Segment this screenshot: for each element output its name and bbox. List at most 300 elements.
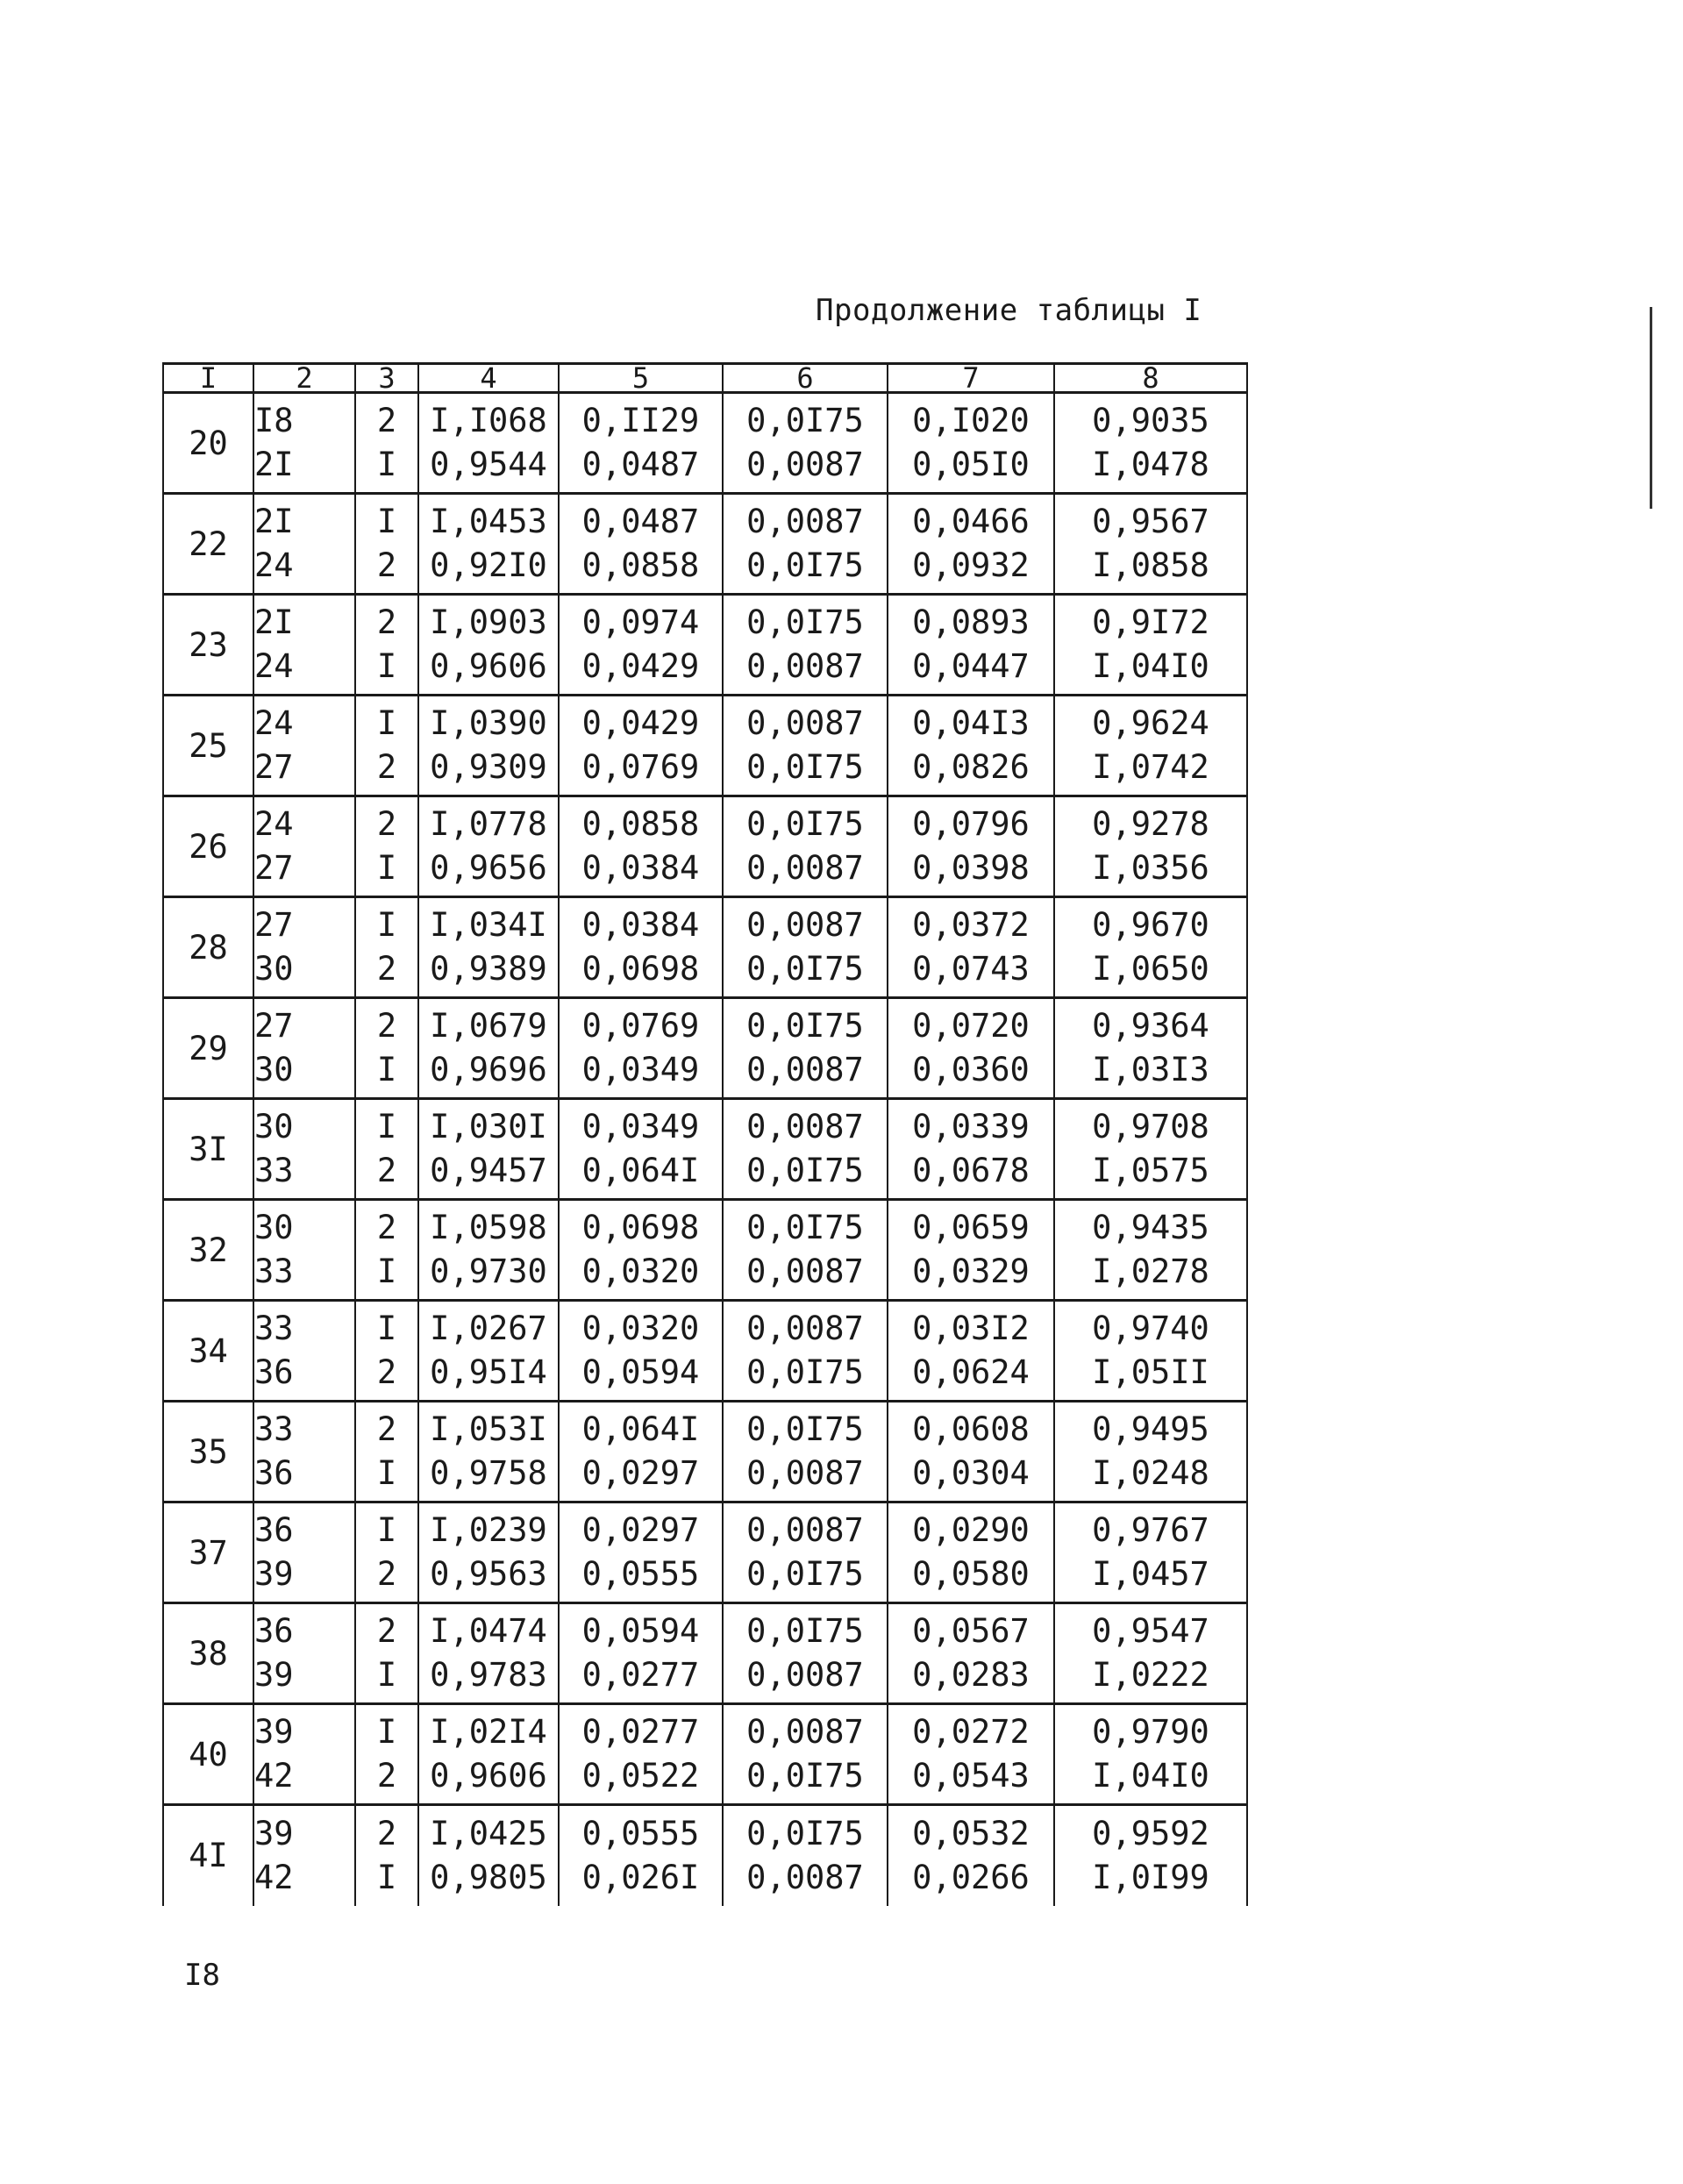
column-header-4: 4 — [418, 364, 559, 393]
cell-col-8 — [1054, 796, 1247, 897]
cell-value: 24 — [254, 647, 294, 685]
cell-value: I — [376, 1253, 397, 1290]
cell-col-7 — [888, 595, 1054, 696]
cell-col-2 — [253, 1805, 355, 1906]
cell-col-4 — [418, 595, 559, 696]
cell-value: 0,9309 — [430, 748, 547, 786]
cell-col-6 — [723, 796, 888, 897]
cell-value: I — [376, 446, 397, 483]
cell-col-6 — [723, 897, 888, 998]
cell-col-5 — [559, 1301, 723, 1402]
row-number: 29 — [163, 998, 253, 1099]
table-row — [163, 1502, 1247, 1603]
cell-value: 0,064I — [581, 1152, 700, 1189]
cell-value: 39 — [254, 1814, 294, 1852]
cell-value: 0,9606 — [430, 1757, 547, 1795]
cell-value: 0,0769 — [581, 1007, 700, 1045]
cell-value: 42 — [254, 1757, 294, 1795]
cell-value: 0,0543 — [912, 1757, 1030, 1795]
cell-col-5 — [559, 393, 723, 494]
cell-value: 0,9547 — [1092, 1612, 1209, 1650]
cell-value: 0,0678 — [912, 1152, 1030, 1189]
cell-col-7 — [888, 1502, 1054, 1603]
cell-value: 0,0532 — [912, 1814, 1030, 1852]
cell-col-4 — [418, 1502, 559, 1603]
cell-value: 0,0283 — [912, 1656, 1030, 1694]
cell-value: 0,II29 — [581, 402, 700, 439]
table-row — [163, 1301, 1247, 1402]
cell-col-2 — [253, 1704, 355, 1805]
cell-col-6 — [723, 393, 888, 494]
cell-value: 39 — [254, 1656, 294, 1694]
cell-col-2 — [253, 1502, 355, 1603]
cell-value: 42 — [254, 1858, 294, 1896]
cell-col-8 — [1054, 998, 1247, 1099]
cell-col-4 — [418, 1805, 559, 1906]
cell-value: 0,9730 — [430, 1253, 547, 1290]
cell-col-3 — [355, 1704, 418, 1805]
cell-value: 0,0277 — [581, 1656, 700, 1694]
cell-col-5 — [559, 897, 723, 998]
cell-col-5 — [559, 494, 723, 595]
cell-col-5 — [559, 595, 723, 696]
cell-col-7 — [888, 393, 1054, 494]
cell-value: 0,04I3 — [912, 704, 1030, 742]
cell-col-5 — [559, 1200, 723, 1301]
cell-value: 33 — [254, 1410, 294, 1448]
cell-value: 33 — [254, 1310, 294, 1347]
cell-value: 0,0329 — [912, 1253, 1030, 1290]
cell-value: 0,0698 — [581, 1209, 700, 1246]
cell-col-2 — [253, 897, 355, 998]
cell-col-6 — [723, 998, 888, 1099]
cell-col-5 — [559, 998, 723, 1099]
cell-value: 0,0087 — [746, 446, 864, 483]
cell-value: 33 — [254, 1152, 294, 1189]
cell-value: I,I068 — [430, 402, 547, 439]
row-number: 3I — [163, 1099, 253, 1200]
cell-value: 0,0290 — [912, 1511, 1030, 1549]
cell-col-4 — [418, 494, 559, 595]
page-number: I8 — [184, 1958, 220, 1993]
cell-value: 0,9783 — [430, 1656, 547, 1694]
table-row — [163, 1402, 1247, 1502]
cell-value: I,0239 — [430, 1511, 547, 1549]
cell-value: 0,9740 — [1092, 1310, 1209, 1347]
cell-value: 0,0I75 — [746, 603, 864, 641]
cell-col-3 — [355, 393, 418, 494]
cell-value: I,0478 — [1092, 446, 1209, 483]
cell-col-2 — [253, 1099, 355, 1200]
cell-value: 0,0447 — [912, 647, 1030, 685]
cell-value: I — [376, 1858, 397, 1896]
cell-value: I,0575 — [1092, 1152, 1209, 1189]
cell-value: 0,026I — [581, 1858, 700, 1896]
column-header-6: 6 — [723, 364, 888, 393]
cell-value: 2 — [376, 1612, 397, 1650]
cell-col-4 — [418, 1301, 559, 1402]
cell-value: 0,9670 — [1092, 906, 1209, 944]
cell-col-3 — [355, 1099, 418, 1200]
cell-col-6 — [723, 1200, 888, 1301]
cell-col-8 — [1054, 1805, 1247, 1906]
cell-col-8 — [1054, 494, 1247, 595]
cell-value: I — [376, 1454, 397, 1492]
cell-col-5 — [559, 1603, 723, 1704]
cell-col-6 — [723, 595, 888, 696]
cell-value: 0,0372 — [912, 906, 1030, 944]
cell-value: 30 — [254, 1209, 294, 1246]
cell-value: I,0598 — [430, 1209, 547, 1246]
cell-col-6 — [723, 1704, 888, 1805]
cell-value: I — [376, 1051, 397, 1088]
cell-col-7 — [888, 1704, 1054, 1805]
cell-value: I,04I0 — [1092, 1757, 1209, 1795]
cell-col-3 — [355, 1402, 418, 1502]
cell-value: 0,0487 — [581, 446, 700, 483]
cell-col-3 — [355, 1301, 418, 1402]
cell-col-4 — [418, 796, 559, 897]
column-header-3: 3 — [355, 364, 418, 393]
cell-value: 0,0339 — [912, 1108, 1030, 1146]
cell-value: 0,0I75 — [746, 1353, 864, 1391]
cell-value: I,034I — [430, 906, 547, 944]
cell-value: 0,9656 — [430, 849, 547, 887]
cell-value: 2 — [376, 603, 397, 641]
cell-col-4 — [418, 393, 559, 494]
cell-value: 2 — [376, 1757, 397, 1795]
cell-col-5 — [559, 1704, 723, 1805]
cell-col-2 — [253, 796, 355, 897]
row-number: 26 — [163, 796, 253, 897]
cell-value: I,0356 — [1092, 849, 1209, 887]
cell-value: 0,0522 — [581, 1757, 700, 1795]
cell-col-4 — [418, 897, 559, 998]
column-header-8: 8 — [1054, 364, 1247, 393]
row-number: 28 — [163, 897, 253, 998]
cell-value: 0,0893 — [912, 603, 1030, 641]
cell-col-5 — [559, 1502, 723, 1603]
cell-value: 0,0266 — [912, 1858, 1030, 1896]
cell-value: 0,0720 — [912, 1007, 1030, 1045]
cell-value: 0,0743 — [912, 950, 1030, 988]
cell-col-4 — [418, 696, 559, 796]
cell-value: 0,9035 — [1092, 402, 1209, 439]
table-row — [163, 998, 1247, 1099]
cell-value: 0,0087 — [746, 1454, 864, 1492]
cell-col-8 — [1054, 1402, 1247, 1502]
cell-col-8 — [1054, 696, 1247, 796]
cell-value: 0,0I75 — [746, 402, 864, 439]
cell-value: 27 — [254, 849, 294, 887]
cell-value: 0,9364 — [1092, 1007, 1209, 1045]
cell-value: 0,0384 — [581, 906, 700, 944]
cell-col-5 — [559, 1805, 723, 1906]
cell-col-8 — [1054, 595, 1247, 696]
cell-value: 0,0I75 — [746, 748, 864, 786]
cell-value: 0,0I75 — [746, 1152, 864, 1189]
cell-value: 0,0487 — [581, 503, 700, 540]
scan-edge-line — [1650, 307, 1652, 509]
cell-value: 2 — [376, 1814, 397, 1852]
cell-value: I,0457 — [1092, 1555, 1209, 1593]
cell-value: 0,0858 — [581, 546, 700, 584]
table-row — [163, 494, 1247, 595]
cell-col-2 — [253, 1603, 355, 1704]
cell-value: 0,0429 — [581, 647, 700, 685]
cell-value: 0,0087 — [746, 647, 864, 685]
cell-value: 0,0277 — [581, 1713, 700, 1751]
cell-col-7 — [888, 696, 1054, 796]
cell-value: 2 — [376, 1555, 397, 1593]
cell-col-5 — [559, 696, 723, 796]
cell-col-2 — [253, 998, 355, 1099]
cell-value: I — [376, 849, 397, 887]
cell-col-4 — [418, 1200, 559, 1301]
cell-value: 30 — [254, 1051, 294, 1088]
cell-value: I,030I — [430, 1108, 547, 1146]
cell-value: 0,9790 — [1092, 1713, 1209, 1751]
row-number: 40 — [163, 1704, 253, 1805]
cell-value: 0,0698 — [581, 950, 700, 988]
row-number: 32 — [163, 1200, 253, 1301]
table-body — [163, 393, 1247, 1906]
cell-value: 0,9457 — [430, 1152, 547, 1189]
cell-value: 0,9606 — [430, 647, 547, 685]
cell-col-5 — [559, 796, 723, 897]
cell-value: 0,0087 — [746, 1858, 864, 1896]
table-row — [163, 1099, 1247, 1200]
cell-value: 0,9767 — [1092, 1511, 1209, 1549]
cell-value: 0,0087 — [746, 1108, 864, 1146]
cell-value: 0,0I75 — [746, 950, 864, 988]
cell-col-7 — [888, 1301, 1054, 1402]
cell-col-2 — [253, 393, 355, 494]
cell-col-3 — [355, 595, 418, 696]
cell-value: 0,064I — [581, 1410, 700, 1448]
cell-col-6 — [723, 1301, 888, 1402]
table-row — [163, 393, 1247, 494]
column-header-1: I — [163, 364, 253, 393]
cell-value: 36 — [254, 1353, 294, 1391]
cell-col-7 — [888, 1805, 1054, 1906]
cell-value: 0,0769 — [581, 748, 700, 786]
cell-value: I — [376, 647, 397, 685]
cell-col-8 — [1054, 1603, 1247, 1704]
cell-value: 0,9278 — [1092, 805, 1209, 843]
cell-value: I,0903 — [430, 603, 547, 641]
cell-col-4 — [418, 1099, 559, 1200]
cell-value: I — [376, 1310, 397, 1347]
cell-value: 0,9758 — [430, 1454, 547, 1492]
cell-value: 0,0384 — [581, 849, 700, 887]
column-header-7: 7 — [888, 364, 1054, 393]
cell-value: 0,0858 — [581, 805, 700, 843]
row-number: 37 — [163, 1502, 253, 1603]
cell-value: 2 — [376, 1353, 397, 1391]
cell-col-4 — [418, 1603, 559, 1704]
cell-value: I,0453 — [430, 503, 547, 540]
cell-col-3 — [355, 494, 418, 595]
table-caption: Продолжение таблицы I — [816, 293, 1202, 328]
cell-value: 0,9I72 — [1092, 603, 1209, 641]
cell-value: I — [376, 1511, 397, 1549]
cell-col-7 — [888, 998, 1054, 1099]
cell-value: 0,0555 — [581, 1814, 700, 1852]
cell-value: 0,0624 — [912, 1353, 1030, 1391]
cell-value: I,0474 — [430, 1612, 547, 1650]
cell-value: I,0390 — [430, 704, 547, 742]
cell-value: 0,0555 — [581, 1555, 700, 1593]
cell-value: 24 — [254, 805, 294, 843]
cell-value: 0,05I0 — [912, 446, 1030, 483]
cell-value: 0,0087 — [746, 906, 864, 944]
cell-value: 0,0087 — [746, 1310, 864, 1347]
cell-col-6 — [723, 1805, 888, 1906]
cell-col-6 — [723, 1099, 888, 1200]
cell-col-5 — [559, 1402, 723, 1502]
cell-value: 0,0466 — [912, 503, 1030, 540]
cell-value: 2 — [376, 805, 397, 843]
table-row — [163, 897, 1247, 998]
cell-value: 2 — [376, 950, 397, 988]
cell-value: 0,0297 — [581, 1454, 700, 1492]
table-row — [163, 696, 1247, 796]
cell-value: I,0858 — [1092, 546, 1209, 584]
cell-value: 39 — [254, 1555, 294, 1593]
cell-col-8 — [1054, 1502, 1247, 1603]
cell-value: I,0I99 — [1092, 1858, 1209, 1896]
cell-value: 0,03I2 — [912, 1310, 1030, 1347]
cell-value: 2I — [254, 446, 294, 483]
cell-value: 0,0087 — [746, 503, 864, 540]
column-header-2: 2 — [253, 364, 355, 393]
row-number: 34 — [163, 1301, 253, 1402]
cell-value: I,0778 — [430, 805, 547, 843]
cell-col-5 — [559, 1099, 723, 1200]
cell-col-4 — [418, 1704, 559, 1805]
cell-value: 0,0932 — [912, 546, 1030, 584]
cell-value: I,053I — [430, 1410, 547, 1448]
cell-col-2 — [253, 1200, 355, 1301]
cell-col-2 — [253, 1301, 355, 1402]
cell-value: 33 — [254, 1253, 294, 1290]
cell-value: I — [376, 906, 397, 944]
cell-col-7 — [888, 1603, 1054, 1704]
cell-value: 0,9805 — [430, 1858, 547, 1896]
cell-value: I — [376, 503, 397, 540]
cell-value: 0,0320 — [581, 1310, 700, 1347]
cell-value: 0,0594 — [581, 1353, 700, 1391]
cell-col-3 — [355, 796, 418, 897]
cell-col-8 — [1054, 897, 1247, 998]
cell-col-6 — [723, 494, 888, 595]
cell-value: 0,0087 — [746, 1656, 864, 1694]
cell-value: 2I — [254, 603, 294, 641]
cell-value: 0,0608 — [912, 1410, 1030, 1448]
cell-col-6 — [723, 1402, 888, 1502]
cell-value: 0,9696 — [430, 1051, 547, 1088]
cell-value: 2 — [376, 1410, 397, 1448]
cell-value: 0,I020 — [912, 402, 1030, 439]
cell-value: 0,0567 — [912, 1612, 1030, 1650]
cell-value: I,0742 — [1092, 748, 1209, 786]
cell-col-8 — [1054, 393, 1247, 494]
cell-value: 0,0398 — [912, 849, 1030, 887]
cell-value: 0,0I75 — [746, 1555, 864, 1593]
cell-col-3 — [355, 1502, 418, 1603]
cell-value: I — [376, 1713, 397, 1751]
cell-value: 24 — [254, 546, 294, 584]
cell-value: 0,0796 — [912, 805, 1030, 843]
cell-value: 0,0272 — [912, 1713, 1030, 1751]
cell-value: 0,0349 — [581, 1051, 700, 1088]
cell-value: 0,0349 — [581, 1108, 700, 1146]
cell-value: 2 — [376, 748, 397, 786]
cell-col-7 — [888, 796, 1054, 897]
cell-col-3 — [355, 1603, 418, 1704]
row-number: 20 — [163, 393, 253, 494]
cell-value: 0,0I75 — [746, 1814, 864, 1852]
cell-value: 2 — [376, 546, 397, 584]
cell-col-8 — [1054, 1301, 1247, 1402]
cell-value: 2I — [254, 503, 294, 540]
cell-col-2 — [253, 595, 355, 696]
cell-col-4 — [418, 998, 559, 1099]
cell-col-8 — [1054, 1704, 1247, 1805]
cell-value: I,0650 — [1092, 950, 1209, 988]
cell-col-3 — [355, 696, 418, 796]
table-row — [163, 1805, 1247, 1906]
cell-value: 0,0659 — [912, 1209, 1030, 1246]
cell-value: 0,0429 — [581, 704, 700, 742]
cell-value: I — [376, 704, 397, 742]
cell-col-3 — [355, 1200, 418, 1301]
cell-value: 0,9563 — [430, 1555, 547, 1593]
cell-value: 0,0I75 — [746, 1209, 864, 1246]
cell-value: 0,92I0 — [430, 546, 547, 584]
cell-value: I,04I0 — [1092, 647, 1209, 685]
table-row — [163, 796, 1247, 897]
cell-col-7 — [888, 494, 1054, 595]
cell-col-2 — [253, 494, 355, 595]
cell-value: I,02I4 — [430, 1713, 547, 1751]
table-row — [163, 1200, 1247, 1301]
cell-value: 0,0594 — [581, 1612, 700, 1650]
cell-value: I — [376, 1108, 397, 1146]
cell-value: 2 — [376, 1007, 397, 1045]
cell-value: 0,0087 — [746, 849, 864, 887]
cell-value: 0,0087 — [746, 1511, 864, 1549]
cell-col-6 — [723, 696, 888, 796]
cell-value: 24 — [254, 704, 294, 742]
cell-col-8 — [1054, 1099, 1247, 1200]
cell-value: 2 — [376, 402, 397, 439]
cell-value: I — [376, 1656, 397, 1694]
table-row — [163, 1704, 1247, 1805]
cell-value: 27 — [254, 906, 294, 944]
cell-value: 0,95I4 — [430, 1353, 547, 1391]
row-number: 35 — [163, 1402, 253, 1502]
cell-value: 0,0I75 — [746, 805, 864, 843]
cell-value: 0,0087 — [746, 1051, 864, 1088]
cell-col-8 — [1054, 1200, 1247, 1301]
row-number: 23 — [163, 595, 253, 696]
cell-value: 36 — [254, 1612, 294, 1650]
cell-col-3 — [355, 1805, 418, 1906]
cell-value: 30 — [254, 1108, 294, 1146]
cell-value: 0,9495 — [1092, 1410, 1209, 1448]
